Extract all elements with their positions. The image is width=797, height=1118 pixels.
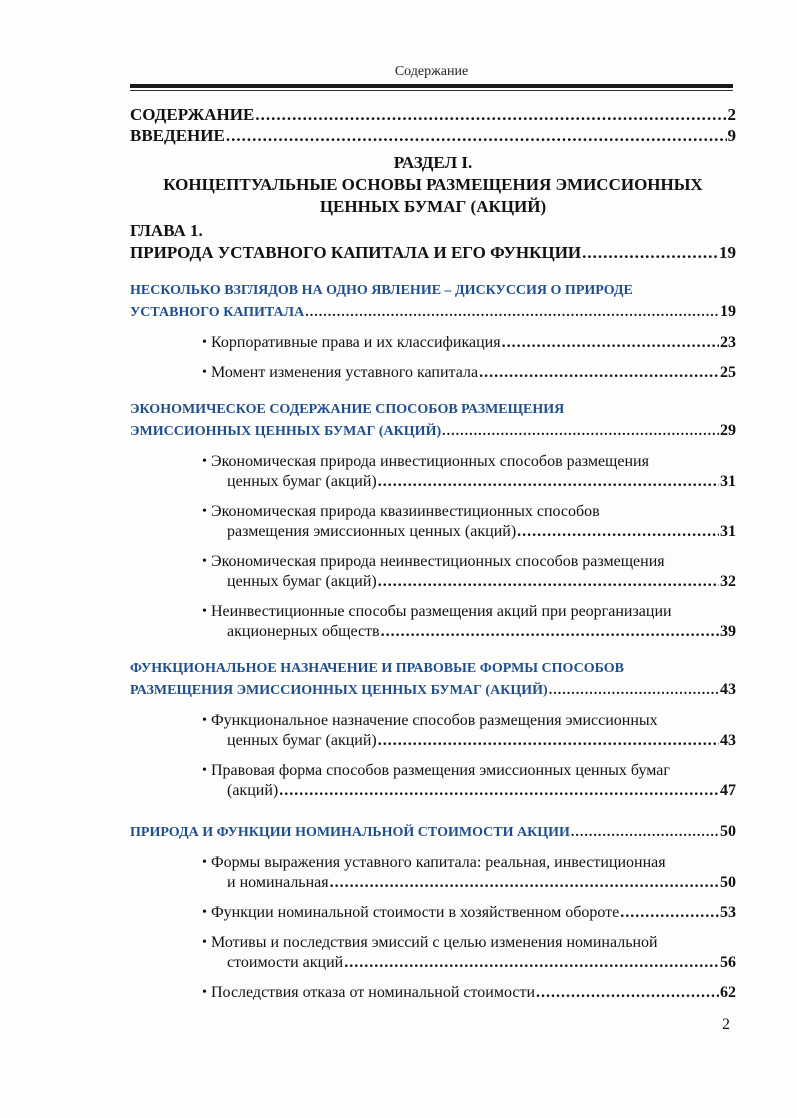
leader-dots bbox=[378, 572, 719, 592]
subentry-text-line1: Экономическая природа неинвестиционных способов размещения bbox=[211, 553, 665, 570]
toc-page-number: 32 bbox=[720, 573, 736, 590]
toc-page-number: 31 bbox=[720, 523, 736, 540]
toc-subentry[interactable] bbox=[130, 602, 736, 642]
header-rule-thin bbox=[130, 90, 733, 91]
part-title-line1: КОНЦЕПТУАЛЬНЫЕ ОСНОВЫ РАЗМЕЩЕНИЯ ЭМИССИОННЫХ bbox=[163, 175, 703, 194]
leader-dots bbox=[255, 104, 726, 125]
toc-subentry[interactable] bbox=[130, 903, 736, 923]
chapter-label: ГЛАВА 1. bbox=[130, 221, 203, 240]
toc-page-number: 23 bbox=[720, 334, 736, 351]
toc-entry-label: СОДЕРЖАНИЕ bbox=[130, 105, 255, 124]
leader-dots bbox=[378, 472, 719, 492]
subentry-text-line2: (акций) bbox=[227, 782, 279, 799]
section-title-line1: ФУНКЦИОНАЛЬНОЕ НАЗНАЧЕНИЕ И ПРАВОВЫЕ ФОРМЫ СПОСОБОВ bbox=[130, 661, 624, 676]
toc-entry-introduction[interactable] bbox=[130, 125, 736, 146]
bullet-icon: • bbox=[202, 985, 207, 1000]
toc-page-number: 31 bbox=[720, 473, 736, 490]
section-title-line1: НЕСКОЛЬКО ВЗГЛЯДОВ НА ОДНО ЯВЛЕНИЕ – ДИСКУССИЯ О ПРИРОДЕ bbox=[130, 283, 633, 298]
part-number: РАЗДЕЛ I. bbox=[393, 153, 473, 172]
leader-dots bbox=[571, 822, 719, 843]
subentry-text-line1: Экономическая природа квазиинвестиционных способов bbox=[211, 503, 600, 520]
toc-subentry[interactable] bbox=[130, 983, 736, 1003]
leader-dots bbox=[479, 363, 719, 383]
leader-dots bbox=[330, 873, 719, 893]
chapter-title: ПРИРОДА УСТАВНОГО КАПИТАЛА И ЕГО ФУНКЦИИ bbox=[130, 243, 582, 262]
toc-page-number: 29 bbox=[720, 422, 736, 439]
table-of-contents bbox=[130, 104, 736, 1003]
page-number: 2 bbox=[722, 1016, 730, 1033]
toc-section[interactable] bbox=[130, 280, 736, 323]
subentry-text-line1: Экономическая природа инвестиционных способов размещения bbox=[211, 453, 649, 470]
toc-subentry[interactable] bbox=[130, 711, 736, 751]
leader-dots bbox=[517, 522, 719, 542]
subentry-text-line2: акционерных обществ bbox=[227, 623, 380, 640]
bullet-icon: • bbox=[202, 335, 207, 350]
part-title-line2: ЦЕННЫХ БУМАГ (АКЦИЙ) bbox=[319, 197, 547, 216]
leader-dots bbox=[378, 731, 719, 751]
subentry-text-line2: ценных бумаг (акций) bbox=[227, 732, 377, 749]
toc-page-number: 53 bbox=[720, 904, 736, 921]
bullet-icon: • bbox=[202, 454, 207, 469]
bullet-icon: • bbox=[202, 763, 207, 778]
bullet-icon: • bbox=[202, 604, 207, 619]
toc-subentry[interactable] bbox=[130, 502, 736, 542]
subentry-text-line2: размещения эмиссионных ценных (акций) bbox=[227, 523, 517, 540]
toc-page-number: 50 bbox=[720, 823, 736, 840]
subentry-text-line2: ценных бумаг (акций) bbox=[227, 573, 377, 590]
leader-dots bbox=[549, 680, 719, 701]
leader-dots bbox=[582, 242, 718, 264]
bullet-icon: • bbox=[202, 365, 207, 380]
toc-entry-contents[interactable] bbox=[130, 104, 736, 125]
section-title-line2: РАЗМЕЩЕНИЯ ЭМИССИОННЫХ ЦЕННЫХ БУМАГ (АКЦИЙ) bbox=[130, 683, 548, 698]
subentry-text: Корпоративные права и их классификация bbox=[211, 334, 501, 351]
leader-dots bbox=[381, 622, 719, 642]
toc-subentry[interactable] bbox=[130, 853, 736, 893]
toc-page-number: 19 bbox=[720, 303, 736, 320]
leader-dots bbox=[226, 125, 727, 146]
toc-subentry[interactable] bbox=[130, 333, 736, 353]
toc-page-number: 2 bbox=[727, 105, 736, 124]
subentry-text: Момент изменения уставного капитала bbox=[211, 364, 479, 381]
subentry-text: Последствия отказа от номинальной стоимости bbox=[211, 984, 536, 1001]
toc-section[interactable] bbox=[130, 658, 736, 701]
leader-dots bbox=[620, 903, 719, 923]
subentry-text-line1: Функциональное назначение способов размещения эмиссионных bbox=[211, 712, 658, 729]
toc-section[interactable] bbox=[130, 821, 736, 843]
bullet-icon: • bbox=[202, 713, 207, 728]
subentry-text-line1: Формы выражения уставного капитала: реальная, инвестиционная bbox=[211, 854, 666, 871]
toc-page-number: 47 bbox=[720, 782, 736, 799]
header-rule-thick bbox=[130, 84, 733, 88]
toc-page-number: 19 bbox=[719, 243, 736, 262]
bullet-icon: • bbox=[202, 554, 207, 569]
subentry-text-line2: стоимости акций bbox=[227, 954, 344, 971]
part-heading bbox=[130, 152, 736, 218]
subentry-text-line1: Неинвестиционные способы размещения акций при реорганизации bbox=[211, 603, 672, 620]
toc-subentry[interactable] bbox=[130, 452, 736, 492]
section-title-line2: УСТАВНОГО КАПИТАЛА bbox=[130, 305, 305, 320]
subentry-text: Функции номинальной стоимости в хозяйственном обороте bbox=[211, 904, 620, 921]
toc-page-number: 9 bbox=[727, 126, 736, 145]
running-header: Содержание bbox=[394, 64, 469, 79]
leader-dots bbox=[442, 421, 719, 442]
subentry-text-line1: Правовая форма способов размещения эмиссионных ценных бумаг bbox=[211, 762, 670, 779]
toc-page-number: 50 bbox=[720, 874, 736, 891]
toc-subentry[interactable] bbox=[130, 933, 736, 973]
section-title-line1: ПРИРОДА И ФУНКЦИИ НОМИНАЛЬНОЙ СТОИМОСТИ АКЦИИ bbox=[130, 825, 570, 840]
toc-section[interactable] bbox=[130, 399, 736, 442]
toc-subentry[interactable] bbox=[130, 552, 736, 592]
section-title-line1: ЭКОНОМИЧЕСКОЕ СОДЕРЖАНИЕ СПОСОБОВ РАЗМЕЩЕНИЯ bbox=[130, 402, 565, 417]
bullet-icon: • bbox=[202, 935, 207, 950]
toc-page-number: 62 bbox=[720, 984, 736, 1001]
bullet-icon: • bbox=[202, 855, 207, 870]
leader-dots bbox=[305, 302, 719, 323]
subentry-text-line2: и номинальная bbox=[227, 874, 329, 891]
leader-dots bbox=[502, 333, 719, 353]
bullet-icon: • bbox=[202, 504, 207, 519]
leader-dots bbox=[344, 953, 719, 973]
section-title-line2: ЭМИССИОННЫХ ЦЕННЫХ БУМАГ (АКЦИЙ) bbox=[130, 424, 442, 439]
chapter-entry[interactable] bbox=[130, 220, 736, 264]
leader-dots bbox=[279, 781, 719, 801]
toc-page-number: 43 bbox=[720, 681, 736, 698]
subentry-text-line2: ценных бумаг (акций) bbox=[227, 473, 377, 490]
toc-page-number: 25 bbox=[720, 364, 736, 381]
subentry-text-line1: Мотивы и последствия эмиссий с целью изменения номинальной bbox=[211, 934, 658, 951]
toc-entry-label: ВВЕДЕНИЕ bbox=[130, 126, 225, 145]
toc-subentry[interactable] bbox=[130, 363, 736, 383]
bullet-icon: • bbox=[202, 905, 207, 920]
toc-page-number: 39 bbox=[720, 623, 736, 640]
toc-subentry[interactable] bbox=[130, 761, 736, 801]
toc-page-number: 43 bbox=[720, 732, 736, 749]
toc-page-number: 56 bbox=[720, 954, 736, 971]
leader-dots bbox=[536, 983, 719, 1003]
